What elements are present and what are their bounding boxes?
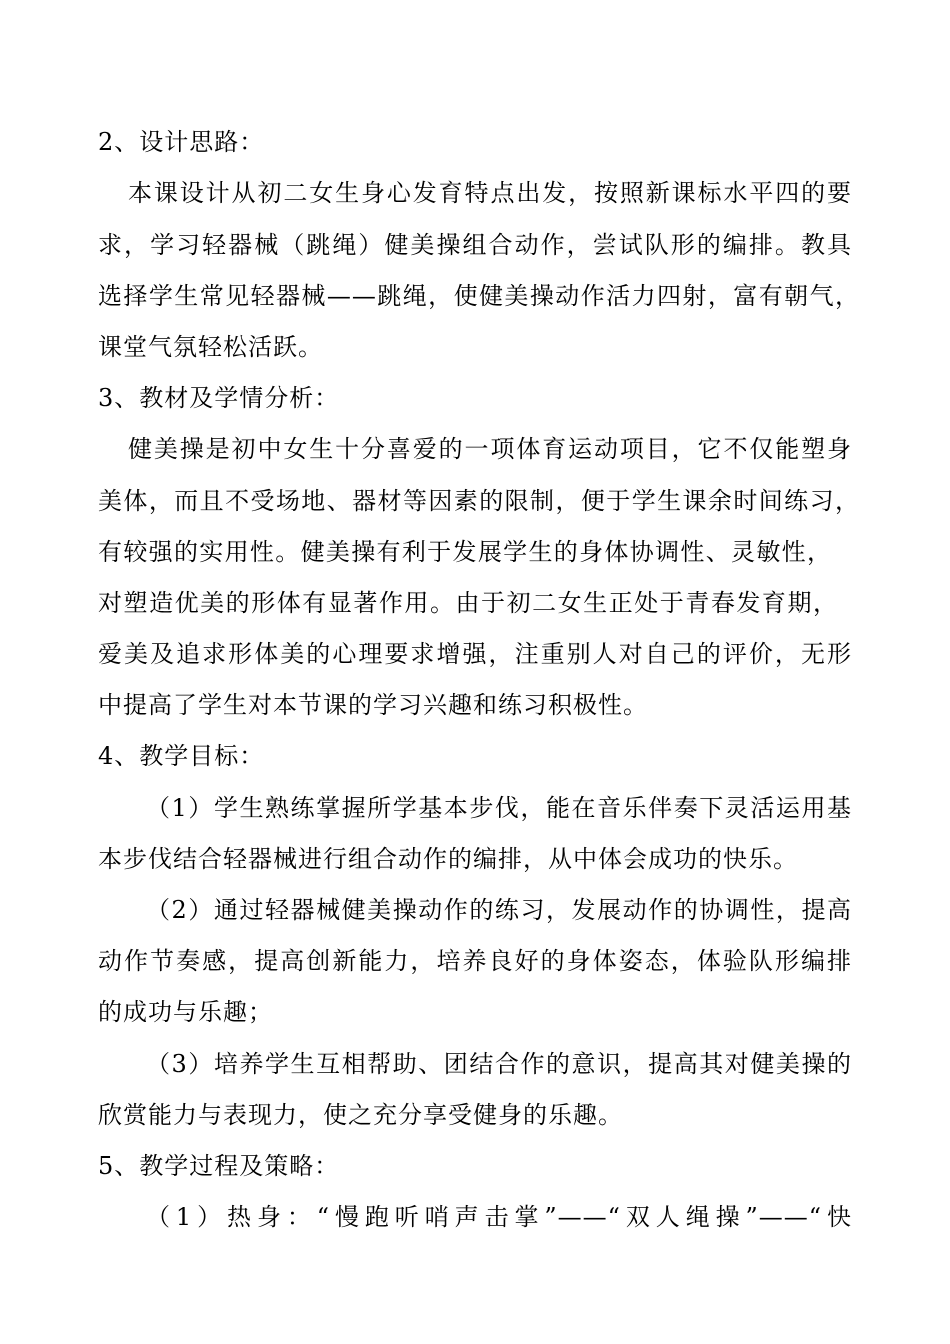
- paragraph-line: 美体，而且不受场地、器材等因素的限制，便于学生课余时间练习，: [98, 487, 860, 515]
- paragraph-line: （1）学生熟练掌握所学基本步伐，能在音乐伴奏下灵活运用基: [146, 794, 852, 822]
- paragraph-line: 有较强的实用性。健美操有利于发展学生的身体协调性、灵敏性，: [98, 538, 832, 566]
- paragraph-line: （1）热身：“慢跑听哨声击掌”——“双人绳操”——“快: [146, 1203, 852, 1231]
- paragraph-line: 选择学生常见轻器械——跳绳，使健美操动作活力四射，富有朝气，: [98, 282, 860, 310]
- paragraph-line: （2）通过轻器械健美操动作的练习，发展动作的协调性，提高: [146, 896, 852, 924]
- heading-material-analysis: 3、教材及学情分析：: [98, 384, 340, 412]
- paragraph-line: 本步伐结合轻器械进行组合动作的编排，从中体会成功的快乐。: [98, 845, 798, 873]
- paragraph-line: 的成功与乐趣；: [98, 998, 273, 1026]
- paragraph-line: 健美操是初中女生十分喜爱的一项体育运动项目，它不仅能塑身: [128, 435, 852, 463]
- heading-design-idea: 2、设计思路：: [98, 128, 265, 156]
- paragraph-line: 对塑造优美的形体有显著作用。由于初二女生正处于青春发育期，: [98, 589, 838, 617]
- paragraph-line: 求，学习轻器械（跳绳）健美操组合动作，尝试队形的编排。教具: [98, 231, 852, 259]
- paragraph-line: 中提高了学生对本节课的学习兴趣和练习积极性。: [98, 691, 648, 719]
- heading-teaching-goals: 4、教学目标：: [98, 742, 265, 770]
- heading-teaching-process: 5、教学过程及策略：: [98, 1152, 340, 1180]
- paragraph-line: 课堂气氛轻松活跃。: [98, 333, 323, 361]
- paragraph-line: 爱美及追求形体美的心理要求增强，注重别人对自己的评价，无形: [98, 640, 852, 668]
- paragraph-line: （3）培养学生互相帮助、团结合作的意识，提高其对健美操的: [146, 1050, 852, 1078]
- paragraph-line: 动作节奏感，提高创新能力，培养良好的身体姿态，体验队形编排: [98, 947, 852, 975]
- paragraph-line: 本课设计从初二女生身心发育特点出发，按照新课标水平四的要: [128, 179, 852, 207]
- paragraph-line: 欣赏能力与表现力，使之充分享受健身的乐趣。: [98, 1101, 623, 1129]
